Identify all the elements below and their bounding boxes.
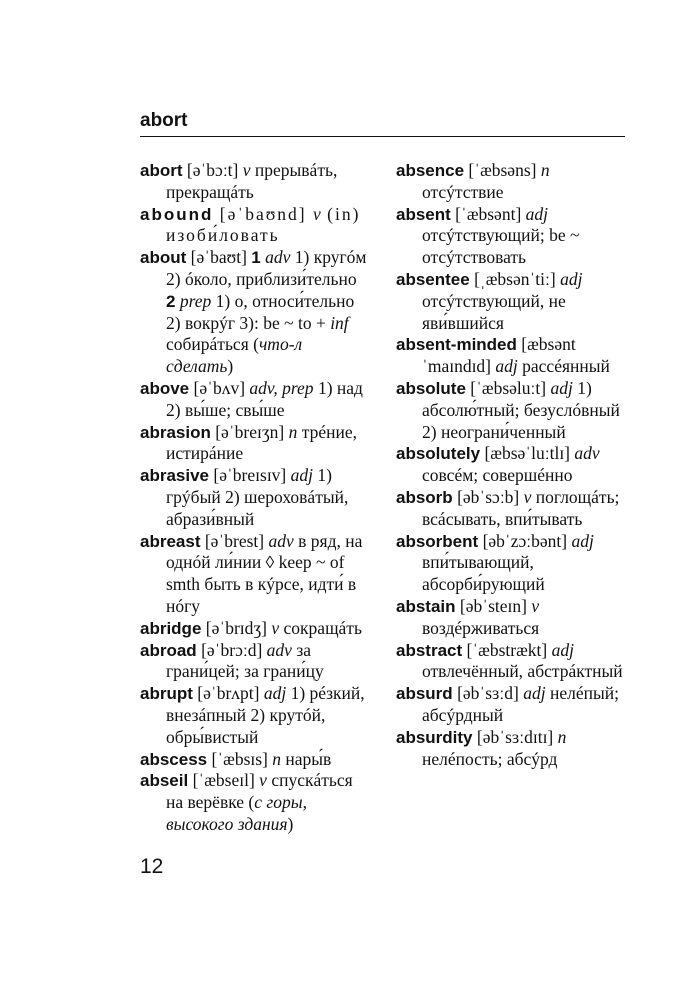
- translation: собирáться (: [166, 334, 259, 355]
- entry-absorbent: [396, 531, 628, 596]
- translation: нелéпость; абсýрд: [422, 748, 558, 769]
- transcription: [əbˈsɜːdɪtɪ]: [472, 726, 558, 747]
- entry-above: [140, 378, 370, 422]
- part-of-speech: v: [271, 617, 280, 638]
- part-of-speech: adj: [560, 268, 583, 289]
- headword: abstract: [396, 640, 463, 660]
- entry-abstain: [396, 596, 628, 640]
- headword: abort: [140, 161, 183, 180]
- part-of-speech: v: [242, 160, 251, 180]
- entry-absolutely: [396, 443, 628, 487]
- translation: совсéм; совершéнно: [422, 465, 573, 486]
- transcription: [əbˈsteɪn]: [455, 595, 532, 616]
- transcription: [əˈbrɪdʒ]: [201, 617, 272, 638]
- part-of-speech: adj: [290, 465, 314, 486]
- transcription: [əˈbreɪʒn]: [210, 421, 289, 442]
- transcription: [ˈæbstrækt]: [462, 639, 552, 660]
- transcription: [ˈæbseɪl]: [188, 770, 260, 791]
- page-number: 12: [140, 855, 164, 878]
- entry-abrasion: [140, 422, 370, 466]
- translation: (in) изоби́ловать: [166, 203, 361, 246]
- translation: отсýтствие: [422, 181, 504, 202]
- headword: abrasive: [140, 466, 209, 486]
- headword: abrasion: [140, 422, 211, 442]
- part-of-speech: adj: [550, 377, 573, 398]
- entry-absence: [396, 160, 628, 204]
- translation: 1) грýбый 2) шероховáтый, абрази́вный: [166, 465, 349, 529]
- translation: воздéрживаться: [422, 617, 540, 638]
- entry-absurd: [396, 683, 628, 727]
- translation: ): [287, 813, 294, 834]
- headword: absorbent: [396, 531, 479, 551]
- usage-note: что-л сделать: [166, 334, 303, 377]
- headword: absent: [396, 204, 451, 224]
- translation: нелéпый; абсýрдный: [422, 683, 619, 725]
- part-of-speech: n: [272, 748, 282, 769]
- translation: поглощáть; всáсывать, впи́тывать: [422, 486, 620, 529]
- translation: 1) рéзкий, внезáпный 2) крутóй, обры́вистый: [166, 683, 365, 747]
- part-of-speech: adj: [551, 639, 574, 660]
- translation: впи́тывающий, абсорби́рующий: [422, 552, 545, 595]
- entry-abroad: [140, 640, 370, 684]
- headword: absurdity: [396, 727, 473, 747]
- part-of-speech: adj: [495, 356, 518, 377]
- part-of-speech: v: [531, 595, 540, 616]
- translation: в ряд, на однóй ли́нии ◊ keep ~ of smth быть в кýрсе, идти́ в нóгу: [166, 530, 363, 616]
- part-of-speech: n: [540, 160, 550, 180]
- transcription: [æbsəntˈmaɪndɪd]: [422, 334, 576, 377]
- translation: 1) о, относи́тельно 2) вокрýг 3): be ~ to +: [166, 290, 355, 333]
- translation: отсýтствующий, не яви́вшийся: [422, 290, 566, 333]
- headword: absentee: [396, 269, 470, 289]
- part-of-speech: adj: [523, 683, 546, 704]
- translation: отсýтствующий; be ~ отсýтствовать: [422, 225, 580, 268]
- transcription: [ˌæbsənˈtiː]: [469, 268, 561, 289]
- entry-abreast: [140, 531, 370, 618]
- entry-absent-minded: [396, 334, 628, 378]
- transcription: [əˈbrʌpt]: [192, 683, 264, 704]
- entry-absorb: [396, 487, 628, 531]
- part-of-speech: adj: [571, 530, 594, 551]
- transcription: [ˈæbsənt]: [450, 203, 526, 224]
- part-of-speech: v: [259, 770, 267, 791]
- sense-number: 2: [166, 291, 176, 311]
- headword: abseil: [140, 771, 189, 791]
- transcription: [əˈbreɪsɪv]: [209, 465, 291, 486]
- translation: нары́в: [281, 748, 332, 769]
- translation: прерывáть, прекращáть: [166, 160, 338, 202]
- translation: спускáться на верёвке (: [166, 770, 353, 813]
- part-of-speech: adj: [263, 683, 287, 704]
- part-of-speech: prep: [175, 290, 212, 311]
- part-of-speech: v: [313, 203, 321, 224]
- sense-number: 1: [251, 248, 261, 268]
- part-of-speech: adv: [268, 530, 294, 551]
- entry-absolute: [396, 378, 628, 443]
- entry-absentee: [396, 269, 628, 334]
- part-of-speech: adv: [266, 639, 292, 660]
- part-of-speech: adv: [574, 443, 600, 464]
- translation: сокращáть: [279, 617, 362, 638]
- entry-abrasive: [140, 465, 370, 530]
- entry-abstract: [396, 640, 628, 684]
- transcription: [əˈbʌv]: [189, 377, 250, 398]
- headword: about: [140, 248, 187, 268]
- headword: absolutely: [396, 444, 481, 464]
- headword: absorb: [396, 487, 453, 507]
- headword: abreast: [140, 531, 201, 551]
- translation: трéние, истирáние: [166, 421, 357, 464]
- transcription: [əˈbaʊnd]: [213, 203, 314, 224]
- transcription: [ˈæbsəns]: [464, 160, 541, 180]
- header-rule: [140, 136, 625, 137]
- translation: за грани́цей; за грани́цу: [166, 639, 324, 682]
- headword: abrupt: [140, 684, 193, 704]
- headword: above: [140, 378, 190, 398]
- translation: рассéянный: [517, 356, 610, 377]
- entry-abrupt: [140, 683, 370, 748]
- part-of-speech: v: [523, 486, 532, 507]
- entry-about: [140, 247, 370, 378]
- transcription: [əbˈsɔːb]: [452, 486, 524, 507]
- transcription: [əˈbrest]: [200, 530, 269, 551]
- headword: abstain: [396, 596, 456, 616]
- part-of-speech: adv: [260, 247, 291, 268]
- entry-abridge: [140, 618, 370, 640]
- headword: abscess: [140, 749, 208, 769]
- left-column: [140, 160, 370, 836]
- translation: 1) над 2) вы́ше; свы́ше: [166, 377, 363, 420]
- headword: absent-minded: [396, 335, 517, 355]
- headword: absurd: [396, 684, 453, 704]
- headword: absence: [396, 161, 465, 180]
- transcription: [ˈæbsɪs]: [207, 748, 273, 769]
- transcription: [əbˈsɜːd]: [452, 683, 524, 704]
- transcription: [əˈbaʊt]: [186, 247, 252, 268]
- headword: abroad: [140, 640, 197, 660]
- part-of-speech: n: [557, 726, 567, 747]
- translation: 1) кругóм 2) óколо, приблизи́тельно: [166, 247, 367, 289]
- part-of-speech: adj: [525, 203, 549, 224]
- right-column: [396, 160, 628, 770]
- headword: abound: [140, 204, 214, 224]
- entry-absurdity: [396, 727, 628, 771]
- entry-abort: [140, 160, 370, 204]
- running-head: abort: [140, 110, 188, 131]
- translation: 1) абсолю́тный; безуслóвный 2) неограни́ченный: [422, 377, 620, 442]
- grammar-label: inf: [330, 312, 349, 333]
- transcription: [æbsəˈluːtlɪ]: [480, 443, 575, 464]
- entry-abseil: [140, 770, 370, 835]
- entry-abound: [140, 204, 370, 248]
- translation: ): [227, 356, 234, 377]
- part-of-speech: n: [288, 421, 298, 442]
- transcription: [əˈbɔːt]: [182, 160, 243, 180]
- transcription: [ˈæbsəluːt]: [465, 377, 551, 398]
- transcription: [əˈbrɔːd]: [196, 639, 267, 660]
- headword: abridge: [140, 618, 202, 638]
- part-of-speech: adv, prep: [249, 377, 314, 398]
- usage-note: с горы, высокого здания: [166, 792, 307, 834]
- entry-abscess: [140, 749, 370, 771]
- transcription: [əbˈzɔːbənt]: [478, 530, 572, 551]
- translation: отвлечённый, абстрáктный: [422, 661, 623, 682]
- entry-absent: [396, 204, 628, 269]
- headword: absolute: [396, 378, 466, 398]
